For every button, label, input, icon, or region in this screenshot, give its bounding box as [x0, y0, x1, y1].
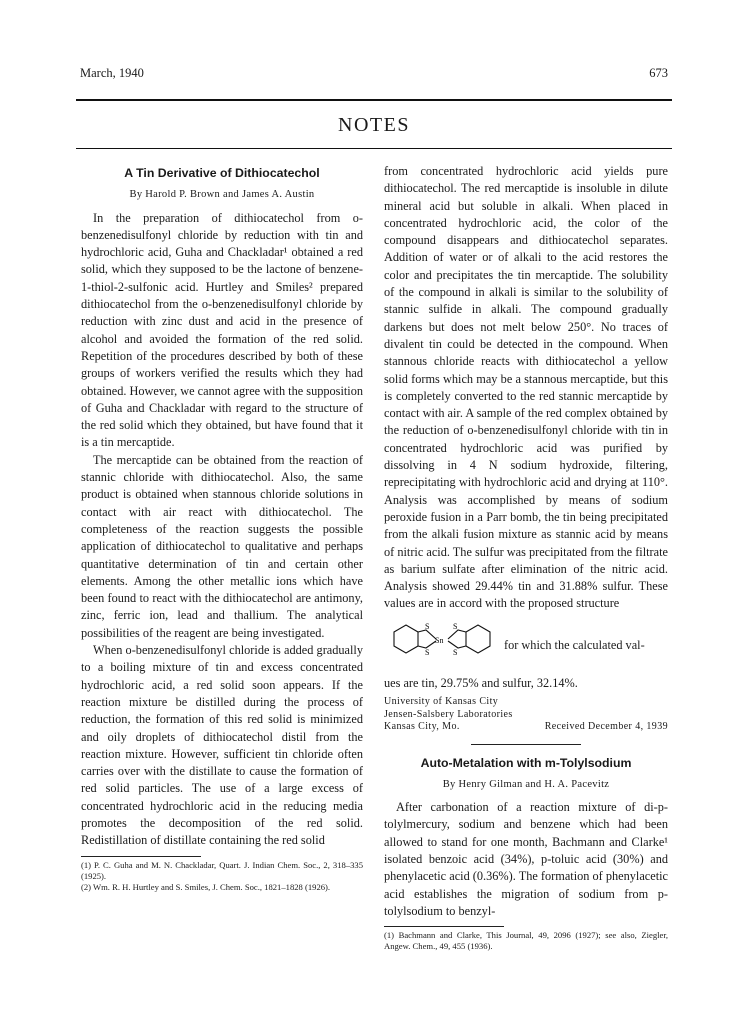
- benzene-ring-right: [466, 625, 490, 653]
- footnote: (2) Wm. R. H. Hurtley and S. Smiles, J. Chem. Soc., 1821–1828 (1926).: [81, 881, 331, 892]
- footnote: (1) Bachmann and Clarke, This Journal, 49, 2096 (1927); see also, Ziegler, Angew. Chem., 49, 455 (1936).: [384, 930, 668, 952]
- paragraph: When o-benzenedisulfonyl chloride is added gradually to a boiling mixture of tin and excess concentrated hydrochloric acid, a red solid soon appears. If the reaction mixture be distilled during the process of reduction, the formation of this red solid is minimized and oily droplets of dithiocatechol distil from the reaction mixture. However, sufficient tin chloride often carries over with the distillate to cause the formation of red solid particles. The use of a large excess of concentrated hydrochloric acid in the reducing media promotes the decomposition of the red solid. Redistillation of distillate containing the red solid: [81, 643, 363, 848]
- paragraph: The mercaptide can be obtained from the reaction of stannic chloride with dithiocatechol. Also, the same product is obtained when stannous chloride solutions in contact with air react with dithiocatechol. The completeness of the reaction suggests the possible application of dithiocatechol to qualitative and perhaps quantitative determination of tin and certain other elements. Among the other metallic ions which have been found to react with the dithiocatechol are antimony, zinc, ferric ion, lead and thallium. The analytical possibilities of the reagent are being investigated.: [81, 452, 363, 640]
- paragraph: from concentrated hydrochloric acid yields pure dithiocatechol. The red mercaptide is insoluble in dilute mineral acid but soluble in alkali. When placed in concentrated hydrochloric acid, the color of the compound disappears and dithiocatechol separates. Addition of water or of alkali to the acid restores the color and precipitates the tin mercaptide. The solubility of the compound in alkali is similar to the solubility of stannic sulfide in alkali. The compound gradually darkens but does not melt below 250°. No traces of divalent tin could be detected in the compound. When stannous chloride reacts with dithiocatechol a yellow solid forms which may be a stannous mercaptide, but this is completely converted to the red stannic mercaptide by contact with air. A sample of the red complex obtained by the reduction of o-benzenedisulfonyl chloride with tin in concentrated hydrochloric acid was purified by dissolving in 4 N sodium hydroxide, filtering, reprecipitating with hydrochloric acid and drying at 110°. Analysis was accomplished by means of sodium peroxide fusion in a Parr bomb, the tin being precipitated from the alkali fusion mixture as stannic acid by means of nitric acid. The sulfur was precipitated from the filtrate as barium sulfate after elimination of the nitric acid. Analysis showed 29.44% tin and 31.88% sulfur. These values are in accord with the proposed structure: [384, 164, 668, 611]
- structure-caption: for which the calculated val-: [504, 638, 645, 653]
- structure-line: [384, 617, 668, 675]
- page-number: 673: [649, 66, 668, 80]
- section-title: NOTES: [338, 114, 410, 136]
- footnotes: [384, 930, 668, 952]
- sulfur-label: S: [425, 621, 430, 631]
- received-date: Received December 4, 1939: [544, 721, 668, 733]
- sulfur-label: S: [453, 647, 458, 657]
- article-title: A Tin Derivative of Dithiocatechol: [124, 166, 320, 180]
- article-byline: By Henry Gilman and H. A. Pacevitz: [442, 778, 610, 790]
- affiliation-row: [384, 721, 668, 734]
- paragraph: ues are tin, 29.75% and sulfur, 32.14%.: [384, 675, 578, 690]
- benzene-ring-left: [394, 625, 418, 653]
- running-header: [80, 66, 668, 84]
- header-rule: [76, 99, 672, 101]
- affiliation-line: University of Kansas City: [384, 696, 499, 708]
- header-date: March, 1940: [80, 66, 144, 80]
- bond: [418, 641, 436, 648]
- footnote: (1) P. C. Guha and M. N. Chackladar, Quart. J. Indian Chem. Soc., 2, 318–335 (1925).: [81, 859, 363, 881]
- affiliation-city: Kansas City, Mo.: [384, 721, 460, 733]
- section-rule: [76, 148, 672, 149]
- footnote-rule: [384, 926, 504, 927]
- paragraph: After carbonation of a reaction mixture of di-p-tolylmercury, sodium and benzene which had been allowed to stand for one month, Bachmann and Clarke¹ isolated benzoic acid (34%), p-toluic acid (30%) and phenylacetic acid (0.36%). The formation of phenylacetic acid establishes the migration of sodium from p-tolylsodium to benzyl-: [384, 800, 668, 918]
- right-column: [384, 163, 668, 952]
- tin-label: Sn: [435, 635, 444, 645]
- affiliation-line: Jensen-Salsbery Laboratories: [384, 708, 513, 720]
- footnote-rule: [81, 856, 201, 857]
- affiliation: [384, 696, 668, 734]
- bond: [418, 630, 436, 639]
- article-divider: [471, 744, 581, 745]
- footnotes: [81, 860, 363, 893]
- sulfur-label: S: [453, 621, 458, 631]
- bond: [448, 630, 466, 639]
- bond: [448, 641, 466, 648]
- article-byline: By Harold P. Brown and James A. Austin: [129, 189, 315, 201]
- left-column: [81, 163, 363, 893]
- article-title: Auto-Metalation with m-Tolylsodium: [420, 755, 632, 770]
- tin-mercaptide-structure-diagram: [384, 618, 498, 674]
- paragraph: In the preparation of dithiocatechol from o-benzenedisulfonyl chloride by reduction with tin and hydrochloric acid, Guha and Chackladar¹ obtained a red solid, which they supposed to be the lactone of benzene-1-thiol-2-sulfonic acid. Hurtley and Smiles² prepared dithiocatechol from the o-benzenedisulfonyl chloride by reduction with zinc dust and acid in the presence of alcohol and avoided the formation of the red solid. Repetition of the procedures described by both of these groups of workers verified the results which they had obtained. However, we cannot agree with the supposition of Guha and Chackladar with regard to the structure of the red solid which they obtained, but have found that it is a tin mercaptide.: [81, 210, 363, 450]
- sulfur-label: S: [425, 647, 430, 657]
